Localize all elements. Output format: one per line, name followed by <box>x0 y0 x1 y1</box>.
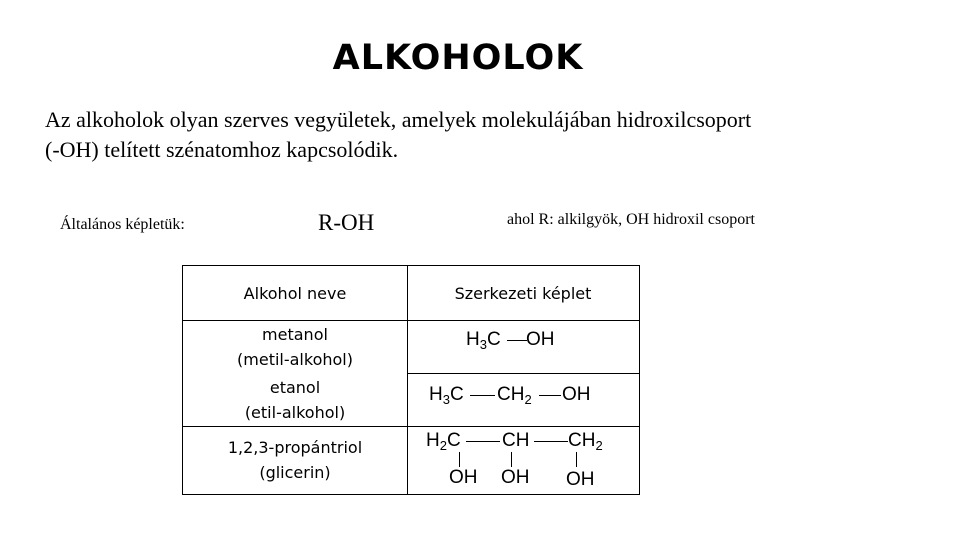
glycerol-ch2-group-3: $CH_2$ <box>568 430 603 453</box>
glycerol-ch2-group-1: $H_2C$ <box>426 430 461 453</box>
intro-line-1: Az alkoholok olyan szerves vegyületek, amelyek molekulájában hidroxilcsoport <box>45 107 752 132</box>
table-header-structure: Szerkezeti képlet <box>454 283 592 303</box>
table-row-divider <box>407 373 639 374</box>
glycerol-oh-group-3: OH <box>566 469 595 490</box>
glycerol-oh-group-2: OH <box>501 467 530 488</box>
single-bond <box>470 395 495 396</box>
ethanol-ch3-group: $H_3C$ <box>429 384 464 407</box>
table-row <box>183 426 407 494</box>
single-bond <box>459 452 460 467</box>
table-row <box>183 373 407 426</box>
glycerol-ch-group: CH <box>502 430 530 451</box>
single-bond <box>576 452 577 467</box>
single-bond <box>511 452 512 467</box>
single-bond <box>539 395 561 396</box>
alcohol-common-name: (etil-alkohol) <box>244 402 346 422</box>
single-bond <box>466 441 500 442</box>
methanol-ch3-group: $H_3C$ <box>466 329 501 352</box>
alcohol-table <box>182 265 640 495</box>
intro-text <box>45 105 925 165</box>
general-formula-label: Általános képletük: <box>60 216 185 233</box>
ethanol-oh-group: OH <box>562 384 591 405</box>
alcohol-name: 1,2,3-propántriol <box>227 438 363 457</box>
single-bond <box>507 340 527 341</box>
alcohol-name: etanol <box>269 377 321 397</box>
methanol-oh-group: OH <box>526 329 555 350</box>
page-title: ALKOHOLOK <box>332 38 584 78</box>
alcohol-common-name: (metil-alkohol) <box>237 349 353 369</box>
intro-line-2: (-OH) telített szénatomhoz kapcsolódik. <box>45 137 399 162</box>
single-bond <box>534 441 568 442</box>
table-header-name: Alkohol neve <box>243 283 347 303</box>
general-formula-note: ahol R: alkilgyök, OH hidroxil csoport <box>507 211 755 228</box>
alcohol-name: metanol <box>262 324 328 344</box>
glycerol-oh-group-1: OH <box>449 467 478 488</box>
alcohol-common-name: (glicerin) <box>259 463 331 482</box>
general-formula: R-OH <box>318 210 375 235</box>
ethanol-ch2-group: $CH_2$ <box>497 384 532 407</box>
table-row <box>183 320 407 373</box>
